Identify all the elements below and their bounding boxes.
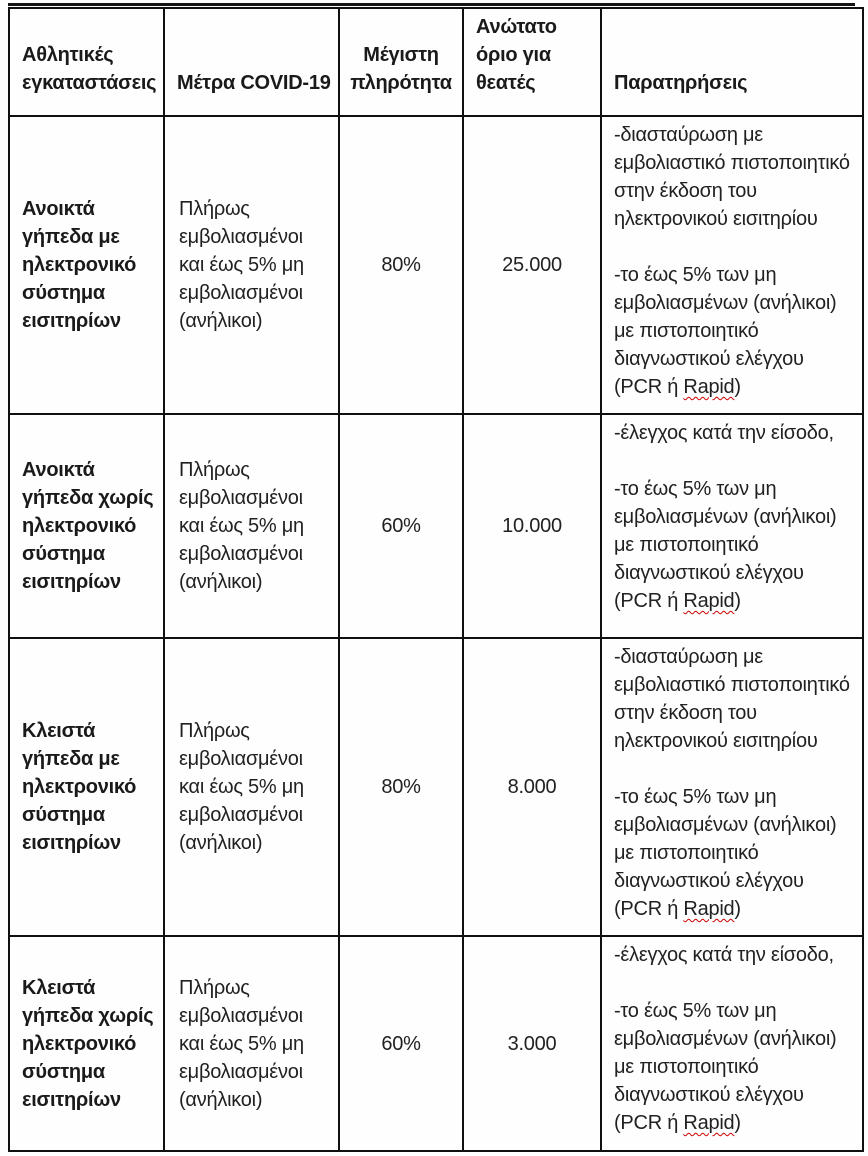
table-row [9, 936, 863, 1151]
top-rule [8, 3, 855, 6]
cell-facility: Κλειστά γήπεδα με ηλεκτρονικό σύστημα εισιτηρίων [9, 638, 164, 936]
misspelled-word: Rapid [683, 898, 735, 920]
remark-paragraph: -το έως 5% των μη εμβολιασμένων (ανήλικοι) με πιστοποιητικό διαγνωστικού ελέγχου (PCR ή Rapid) [614, 264, 837, 398]
table-row [9, 116, 863, 414]
cell-spectator-limit: 8.000 [463, 638, 601, 936]
remark-paragraph: -έλεγχος κατά την είσοδο, [614, 422, 834, 444]
cell-max-capacity: 60% [339, 414, 463, 638]
header-spectator-limit: Ανώτατο όριο για θεατές [463, 8, 601, 116]
misspelled-word: Rapid [683, 376, 735, 398]
cell-remarks [601, 638, 863, 936]
misspelled-word: Rapid [683, 590, 735, 612]
cell-spectator-limit: 3.000 [463, 936, 601, 1151]
header-remarks: Παρατηρήσεις [601, 8, 863, 116]
cell-remarks [601, 116, 863, 414]
cell-max-capacity: 80% [339, 638, 463, 936]
misspelled-word: Rapid [683, 1112, 735, 1134]
cell-facility: Ανοικτά γήπεδα χωρίς ηλεκτρονικό σύστημα εισιτηρίων [9, 414, 164, 638]
cell-measures: Πλήρως εμβολιασμένοι και έως 5% μη εμβολιασμένοι (ανήλικοι) [164, 116, 339, 414]
cell-measures: Πλήρως εμβολιασμένοι και έως 5% μη εμβολιασμένοι (ανήλικοι) [164, 638, 339, 936]
table-row [9, 638, 863, 936]
remark-paragraph: -έλεγχος κατά την είσοδο, [614, 944, 834, 966]
cell-remarks [601, 936, 863, 1151]
remark-paragraph: -το έως 5% των μη εμβολιασμένων (ανήλικοι) με πιστοποιητικό διαγνωστικού ελέγχου (PCR ή Rapid) [614, 786, 837, 920]
cell-facility: Ανοικτά γήπεδα με ηλεκτρονικό σύστημα εισιτηρίων [9, 116, 164, 414]
header-covid-measures: Μέτρα COVID-19 [164, 8, 339, 116]
header-facilities: Αθλητικές εγκαταστάσεις [9, 8, 164, 116]
remark-paragraph: -το έως 5% των μη εμβολιασμένων (ανήλικοι) με πιστοποιητικό διαγνωστικού ελέγχου (PCR ή Rapid) [614, 1000, 837, 1134]
cell-facility: Κλειστά γήπεδα χωρίς ηλεκτρονικό σύστημα εισιτηρίων [9, 936, 164, 1151]
remark-paragraph: -το έως 5% των μη εμβολιασμένων (ανήλικοι) με πιστοποιητικό διαγνωστικού ελέγχου (PCR ή Rapid) [614, 478, 837, 612]
cell-spectator-limit: 25.000 [463, 116, 601, 414]
covid-measures-table [8, 7, 864, 1152]
header-max-capacity: Μέγιστη πληρότητα [339, 8, 463, 116]
cell-measures: Πλήρως εμβολιασμένοι και έως 5% μη εμβολιασμένοι (ανήλικοι) [164, 414, 339, 638]
cell-max-capacity: 60% [339, 936, 463, 1151]
cell-measures: Πλήρως εμβολιασμένοι και έως 5% μη εμβολιασμένοι (ανήλικοι) [164, 936, 339, 1151]
remark-paragraph: -διασταύρωση με εμβολιαστικό πιστοποιητικό στην έκδοση του ηλεκτρονικού εισιτηρίου [614, 124, 850, 230]
cell-max-capacity: 80% [339, 116, 463, 414]
cell-remarks [601, 414, 863, 638]
header-row [9, 8, 863, 116]
cell-spectator-limit: 10.000 [463, 414, 601, 638]
remark-paragraph: -διασταύρωση με εμβολιαστικό πιστοποιητικό στην έκδοση του ηλεκτρονικού εισιτηρίου [614, 646, 850, 752]
table-row [9, 414, 863, 638]
